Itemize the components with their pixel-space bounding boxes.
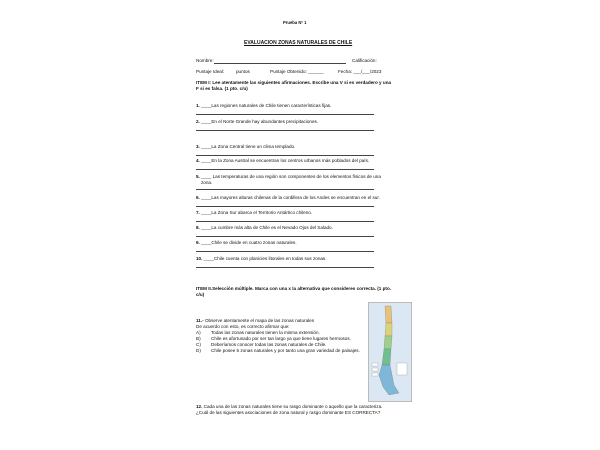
- question-text: ____ Las temperaturas de una región son componentes de los elementos físicos de una: [201, 174, 381, 179]
- grade-label: Calificación:: [352, 58, 377, 63]
- map-legend-box-2: [372, 368, 378, 371]
- question-number: 7.: [196, 210, 200, 215]
- question-row: [196, 210, 312, 215]
- q11-stem-row: [196, 318, 314, 323]
- q12-number: 12.: [196, 404, 203, 409]
- question-row: [196, 158, 369, 163]
- test-number: Prueba Nº 1: [283, 20, 307, 25]
- question-text: ____En el Norte Grande hay abundantes precipitaciones.: [201, 119, 319, 124]
- q12-line1-row: [196, 404, 382, 409]
- question-row: [196, 103, 331, 108]
- answer-line[interactable]: [196, 189, 374, 190]
- chile-map-graphic: [369, 303, 411, 401]
- map-zone-norte-chico: [385, 323, 392, 336]
- answer-line[interactable]: [196, 221, 374, 222]
- question-text: ____La Zona Central tiene un clima templado.: [201, 144, 296, 149]
- chile-zones-map: [368, 302, 412, 402]
- option-letter[interactable]: D): [196, 348, 201, 353]
- name-line: [214, 63, 346, 64]
- question-text: ____Las regiones naturales de Chile tienen características fijas.: [201, 103, 332, 108]
- question-number: 4.: [196, 158, 200, 163]
- question-text-continued: zona.: [201, 180, 213, 185]
- map-inset-antarctica: [397, 363, 407, 375]
- ideal-score-label: Puntaje Ideal:: [196, 69, 225, 74]
- question-row: [196, 195, 380, 200]
- question-text: ____Chile cuenta con planicies litorales en todas sus zonas.: [203, 256, 327, 261]
- item1-heading-line2: F si es falsa. (1 pto. c/u): [196, 86, 248, 91]
- question-number: 10.: [196, 256, 203, 261]
- option-letter[interactable]: A): [196, 330, 201, 335]
- answer-line[interactable]: [196, 251, 374, 252]
- question-number: 2.: [196, 119, 200, 124]
- answer-line[interactable]: [196, 236, 374, 237]
- question-text: ____La Zona Sur abarca el Territorio Antártico chileno.: [201, 210, 313, 215]
- q11-stem: Observe atentamente el mapa de las zonas naturales: [204, 318, 314, 323]
- question-number: 8.: [196, 225, 200, 230]
- q11-lead: De acuerdo con esto, es correcto afirmar que:: [196, 324, 290, 329]
- map-zone-central: [384, 336, 392, 349]
- question-number: 6.: [196, 195, 200, 200]
- question-number: 3.: [196, 144, 200, 149]
- question-number: 5.: [196, 174, 200, 179]
- answer-line[interactable]: [196, 114, 374, 115]
- q12-line2: ¿Cuál de las siguientes asociaciones de zona natural y rasgo dominante ES CORRECTA?: [196, 410, 381, 415]
- answer-line[interactable]: [196, 130, 374, 131]
- obtained-score-label: Puntaje Obtenido: ______: [270, 69, 324, 74]
- question-number: 9.: [196, 240, 200, 245]
- item2-heading-line1: ITEM II.Selección múltiple. Marca con una x la alternativa que consideres correcta. (1 pto.: [196, 286, 392, 291]
- map-zone-norte-grande: [385, 306, 392, 323]
- answer-line[interactable]: [196, 267, 374, 268]
- question-text: ____Las mayores alturas chilenas de la cordillera de los Andes se encuentran en el sur.: [201, 195, 380, 200]
- map-legend-box-3: [372, 373, 378, 376]
- question-number: 1.: [196, 103, 200, 108]
- date-label: Fecha: ___/___/2023: [338, 69, 382, 74]
- option-text[interactable]: Todas las zonas naturales tienen la misma extensión.: [211, 330, 320, 335]
- page-title: EVALUACION ZONAS NATURALES DE CHILE: [244, 40, 353, 46]
- item2-heading-line2: c/u): [196, 292, 205, 297]
- ideal-score-value: puntos: [236, 69, 250, 74]
- question-text: ____Chile se divide en cuatro zonas naturales.: [201, 240, 297, 245]
- item1-heading-line1: ITEM I: Lee atentamente las siguientes afirmaciones. Escribe una V si es verdadero y una: [196, 80, 392, 85]
- name-label: Nombre:: [196, 58, 214, 63]
- question-row: [196, 174, 381, 179]
- question-text: ____En la Zona Austral se encuentran los centros urbanos más poblados del país.: [201, 158, 370, 163]
- map-legend-box-1: [372, 363, 378, 366]
- question-row: [196, 119, 318, 124]
- question-row: [196, 144, 295, 149]
- q12-line1: Cada una de las zonas naturales tiene su rasgo dominante o aquello que la caracteriza.: [203, 404, 383, 409]
- option-text[interactable]: Deberíamos conocer todas las zonas naturales de Chile.: [211, 342, 327, 347]
- q11-number: 11.-: [196, 318, 204, 323]
- question-row: [196, 225, 333, 230]
- answer-line[interactable]: [196, 155, 374, 156]
- option-letter[interactable]: B): [196, 336, 201, 341]
- question-row: [196, 240, 297, 245]
- question-row: [196, 256, 327, 261]
- answer-line[interactable]: [196, 206, 374, 207]
- question-text: ____La cumbre más alta de Chile es el Nevado Ojos del Salado.: [201, 225, 333, 230]
- option-text[interactable]: Chile es afortunado por ser tan largo ya que tiene lugares hermosos.: [211, 336, 351, 341]
- option-letter[interactable]: C): [196, 342, 201, 347]
- answer-line[interactable]: [196, 169, 374, 170]
- option-text[interactable]: Chile posee 5 zonas naturales y por tanto una gran variedad de paisajes.: [211, 348, 360, 353]
